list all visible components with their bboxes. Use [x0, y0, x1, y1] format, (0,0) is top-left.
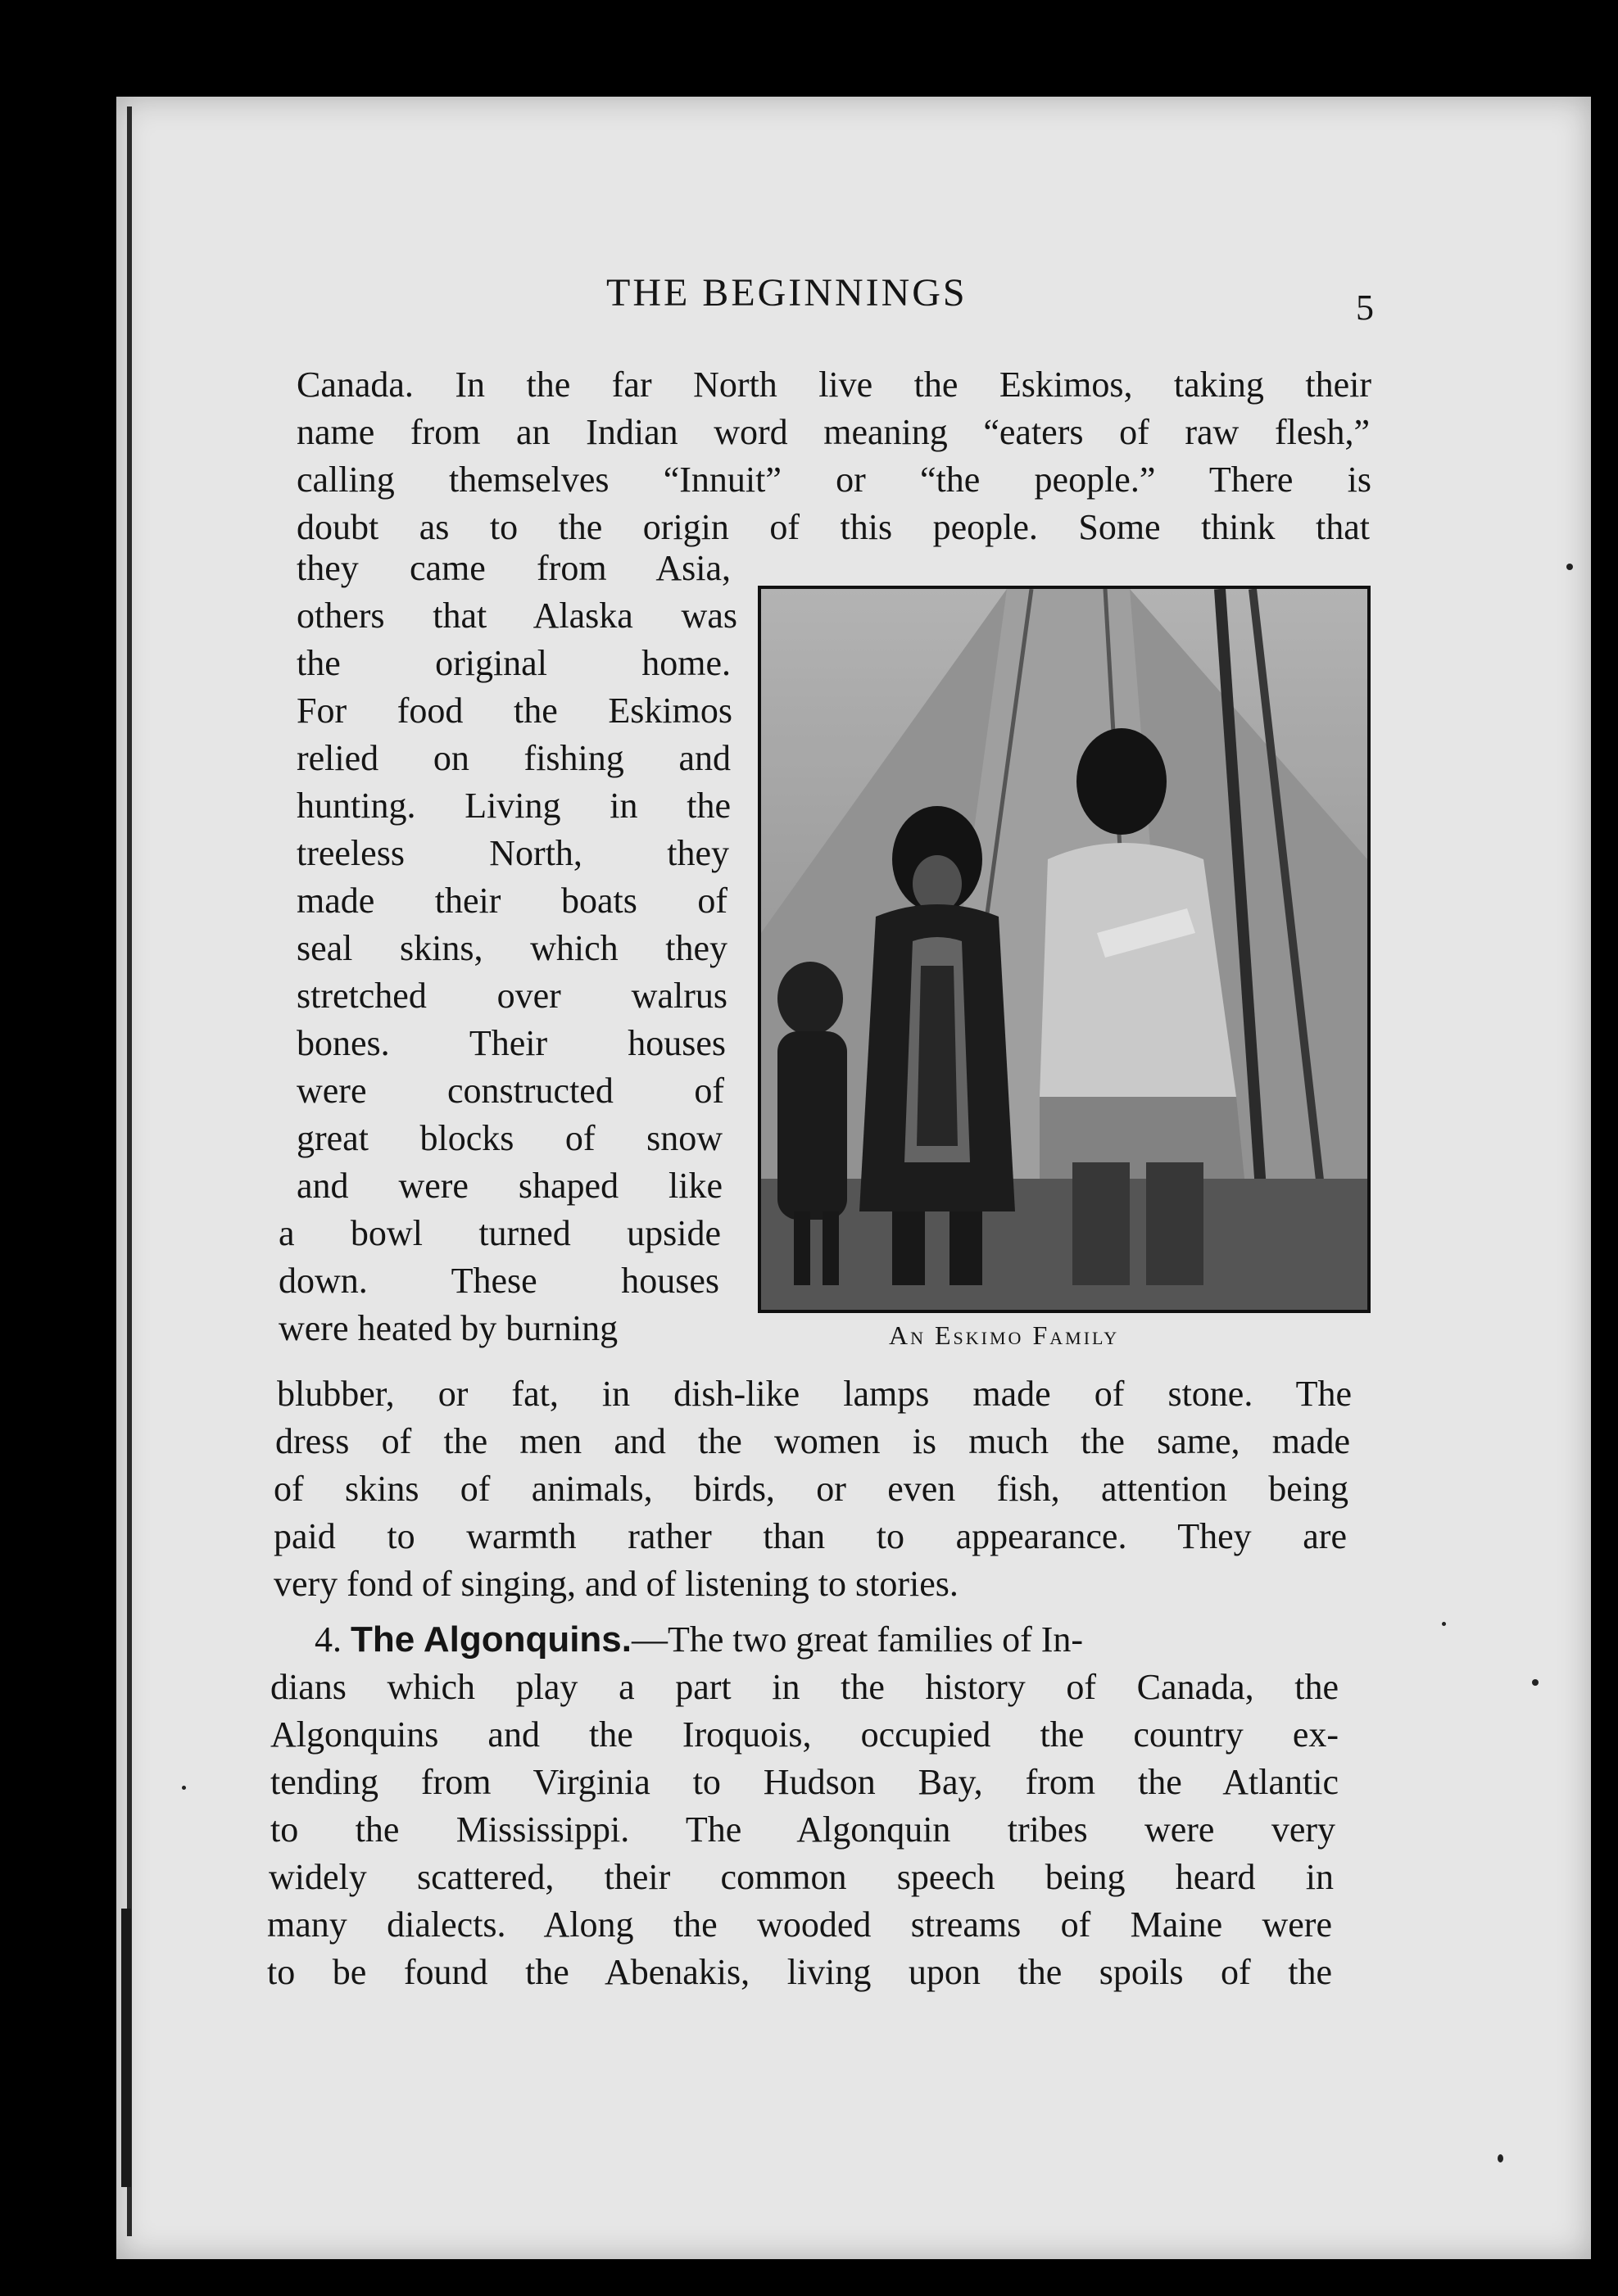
binding-shadow: [121, 1909, 131, 2187]
column-line: seal skins, which they: [297, 928, 727, 968]
body-line: blubber, or fat, in dish-like lamps made of stone. The: [277, 1374, 1352, 1414]
column-line: stretched over walrus: [297, 976, 727, 1016]
body-line: of skins of animals, birds, or even fish, attention being: [274, 1469, 1348, 1509]
page-number: 5: [1356, 288, 1374, 328]
column-line: they came from Asia,: [297, 548, 731, 588]
scan-speck: [1498, 2154, 1503, 2162]
column-line: were heated by burning: [279, 1308, 619, 1348]
body-line: dians which play a part in the history of Canada, the: [270, 1667, 1339, 1707]
column-line: relied on fishing and: [297, 738, 731, 778]
body-line: to be found the Abenakis, living upon the spoils of the: [267, 1952, 1332, 1992]
body-line: Canada. In the far North live the Eskimos, taking their: [297, 365, 1371, 405]
column-line: down. These houses: [279, 1261, 719, 1301]
column-line: made their boats of: [297, 881, 727, 921]
section-first-line-text: —The two great families of In-: [632, 1619, 1084, 1660]
column-line: hunting. Living in the: [297, 786, 731, 826]
column-line: others that Alaska was: [297, 596, 737, 636]
section-number: 4.: [315, 1619, 342, 1660]
column-line: treeless North, they: [297, 833, 729, 873]
body-line: name from an Indian word meaning “eaters of raw flesh,”: [297, 412, 1370, 452]
section-heading: The Algonquins.: [351, 1619, 632, 1660]
body-line: Algonquins and the Iroquois, occupied the country ex-: [270, 1714, 1339, 1755]
body-line: paid to warmth rather than to appearance. They are: [274, 1516, 1347, 1556]
body-line: dress of the men and the women is much the same, made: [275, 1421, 1350, 1461]
photo-illustration: [761, 589, 1367, 1310]
body-line: tending from Virginia to Hudson Bay, from the Atlantic: [270, 1762, 1339, 1802]
scan-speck: [182, 1786, 186, 1790]
column-line: For food the Eskimos: [297, 691, 732, 731]
column-line: great blocks of snow: [297, 1118, 723, 1158]
column-line: were constructed of: [297, 1071, 724, 1111]
body-line: doubt as to the origin of this people. Some think that: [297, 507, 1370, 547]
column-line: bones. Their houses: [297, 1023, 726, 1063]
column-line: a bowl turned upside: [279, 1213, 721, 1253]
body-line: very fond of singing, and of listening to stories.: [274, 1564, 959, 1604]
column-line: the original home.: [297, 643, 731, 683]
section-4-first-line: [315, 1619, 1084, 1660]
photo-caption: An Eskimo Family: [889, 1320, 1120, 1350]
scan-speck: [1442, 1622, 1446, 1626]
body-line: widely scattered, their common speech being heard in: [269, 1857, 1334, 1897]
column-line: and were shaped like: [297, 1166, 723, 1206]
running-header: THE BEGINNINGS: [606, 271, 968, 315]
body-line: to the Mississippi. The Algonquin tribes were very: [270, 1809, 1335, 1850]
eskimo-family-photo: [758, 586, 1371, 1313]
body-line: many dialects. Along the wooded streams of Maine were: [267, 1904, 1332, 1945]
scan-speck: [1566, 564, 1573, 570]
scan-speck: [1532, 1679, 1539, 1686]
body-line: calling themselves “Innuit” or “the people.” There is: [297, 460, 1371, 500]
